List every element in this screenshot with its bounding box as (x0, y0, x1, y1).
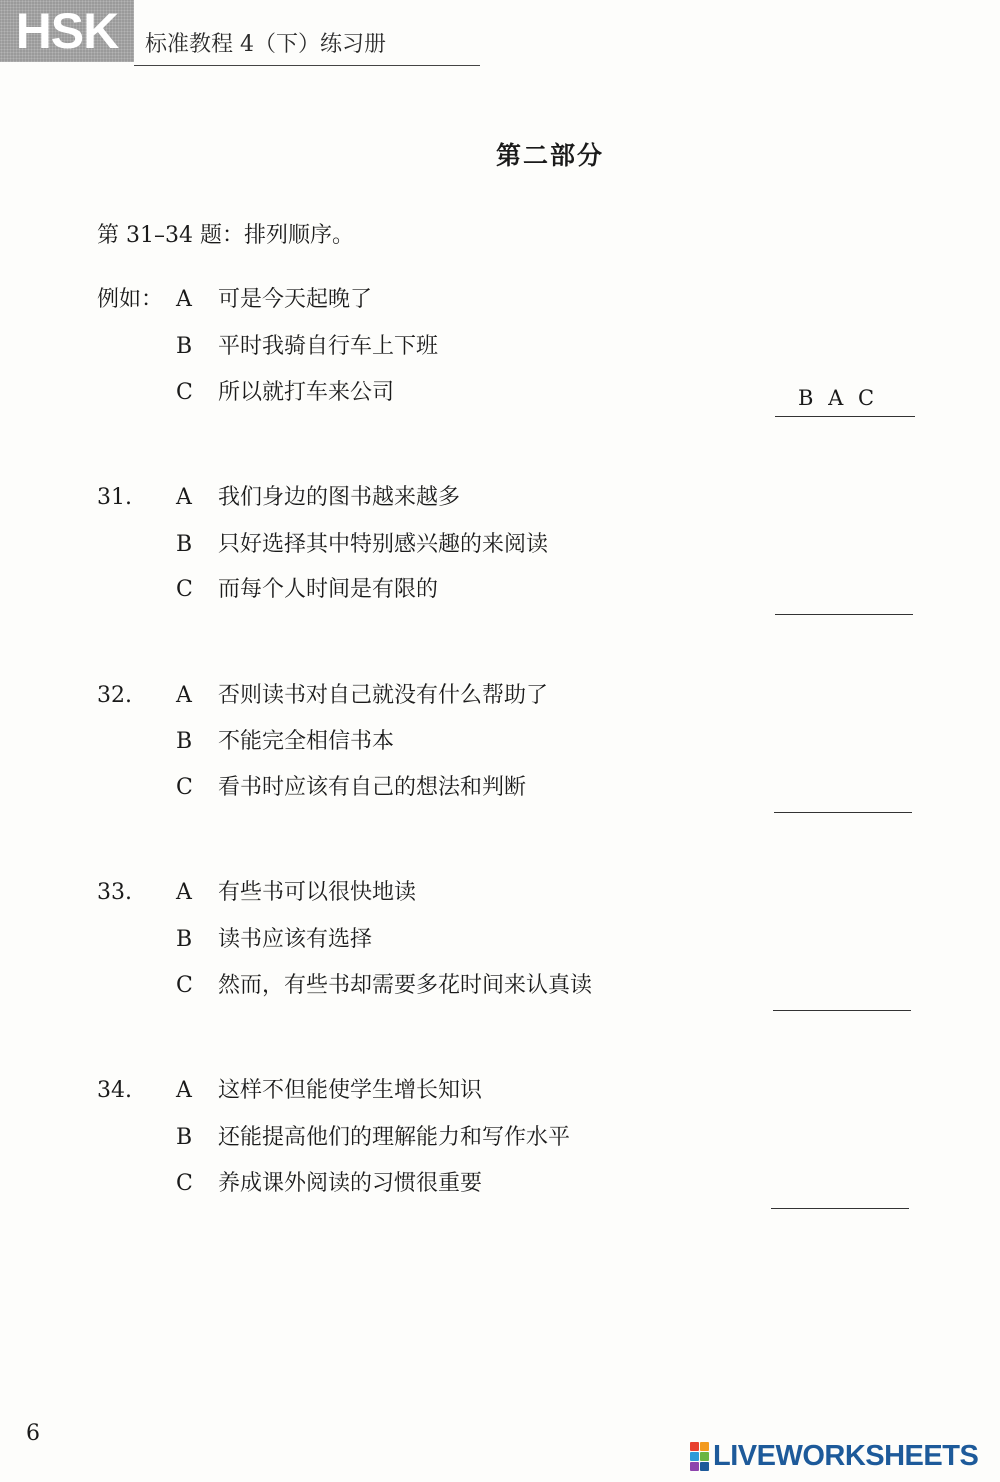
option-letter: A (176, 485, 192, 510)
section-title: 第二部分 (495, 141, 604, 170)
option-text: 所以就打车来公司 (218, 380, 395, 405)
option-letter: B (176, 1125, 193, 1150)
answer-blank[interactable] (775, 614, 913, 615)
option-text: 可是今天起晚了 (218, 287, 373, 312)
option-letter: C (176, 1171, 193, 1196)
answer-blank[interactable] (771, 1208, 909, 1209)
liveworksheets-wordmark: LIVEWORKSHEETS (713, 1439, 979, 1472)
answer-blank[interactable] (774, 812, 912, 813)
option-text: 否则读书对自己就没有什么帮助了 (218, 683, 549, 708)
option-letter: C (176, 380, 193, 405)
question-number: 32. (97, 683, 132, 708)
option-text: 有些书可以很快地读 (218, 880, 417, 905)
option-letter: A (176, 880, 192, 905)
option-text: 然而，有些书却需要多花时间来认真读 (218, 973, 593, 998)
option-text: 不能完全相信书本 (218, 729, 395, 754)
option-letter: B (176, 334, 193, 359)
option-letter: A (176, 287, 192, 312)
instructions: 第 31–34 题：排列顺序。 (97, 223, 354, 248)
option-text: 我们身边的图书越来越多 (218, 485, 461, 510)
question-number: 31. (97, 485, 132, 510)
question-number: 33. (97, 880, 132, 905)
option-text: 读书应该有选择 (218, 927, 373, 952)
option-text: 养成课外阅读的习惯很重要 (218, 1171, 483, 1196)
liveworksheets-icon (690, 1442, 709, 1471)
option-letter: C (176, 577, 193, 602)
option-letter: C (176, 775, 193, 800)
option-letter: C (176, 973, 193, 998)
example-label: 例如： (97, 287, 164, 312)
option-letter: B (176, 532, 193, 557)
book-title: 标准教程 4（下）练习册 (145, 32, 386, 57)
hsk-logo: HSK (0, 0, 134, 62)
option-letter: A (176, 683, 192, 708)
option-text: 只好选择其中特别感兴趣的来阅读 (218, 532, 549, 557)
option-letter: A (176, 1078, 192, 1103)
option-text: 看书时应该有自己的想法和判断 (218, 775, 527, 800)
header-divider (134, 65, 480, 66)
option-letter: B (176, 927, 193, 952)
option-text: 而每个人时间是有限的 (218, 577, 439, 602)
example-answer-line (775, 416, 915, 417)
option-letter: B (176, 729, 193, 754)
liveworksheets-logo (690, 1438, 978, 1474)
option-text: 这样不但能使学生增长知识 (218, 1078, 483, 1103)
option-text: 还能提高他们的理解能力和写作水平 (218, 1125, 571, 1150)
question-number: 34. (97, 1078, 132, 1103)
example-answer: B A C (798, 386, 875, 410)
page-number: 6 (26, 1421, 40, 1446)
option-text: 平时我骑自行车上下班 (218, 334, 439, 359)
answer-blank[interactable] (773, 1010, 911, 1011)
